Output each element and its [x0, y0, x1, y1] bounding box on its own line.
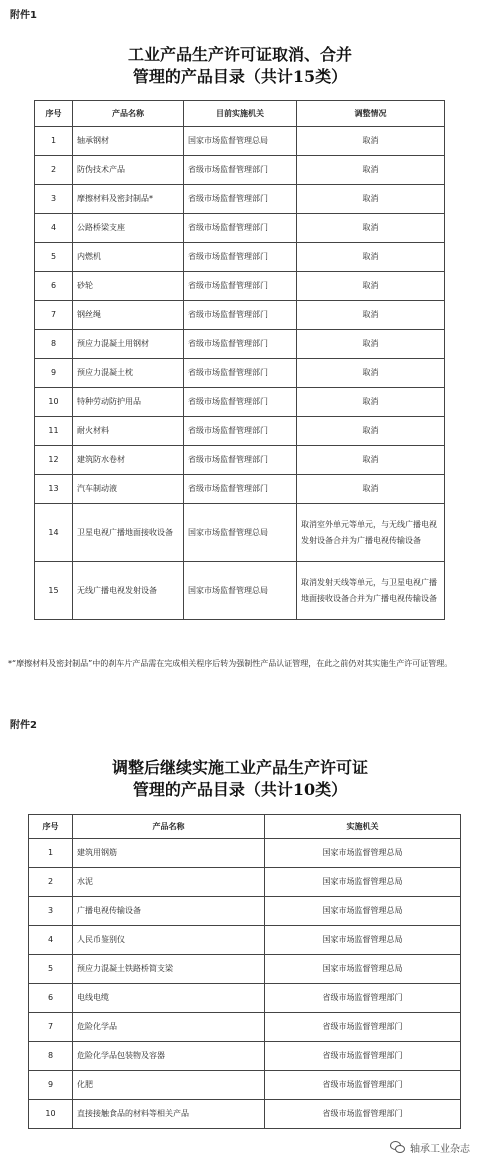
cell-adjustment: 取消: [297, 214, 445, 243]
cell-adjustment: 取消: [297, 359, 445, 388]
cell-product: 摩擦材料及密封制品*: [73, 185, 184, 214]
cell-index: 8: [35, 330, 73, 359]
cell-product: 钢丝绳: [73, 301, 184, 330]
cell-product: 轴承钢材: [73, 127, 184, 156]
cell-adjustment: 取消: [297, 243, 445, 272]
cell-index: 4: [29, 926, 73, 955]
cell-product: 公路桥梁支座: [73, 214, 184, 243]
cell-authority: 省级市场监督管理部门: [184, 243, 297, 272]
cell-index: 10: [29, 1100, 73, 1129]
col-header-adjustment: 调整情况: [297, 101, 445, 127]
table-row: [35, 475, 445, 504]
table-row: [35, 301, 445, 330]
table-row: [29, 897, 461, 926]
table-row: [35, 417, 445, 446]
cell-product: 人民币鉴别仪: [73, 926, 265, 955]
cell-product: 预应力混凝土枕: [73, 359, 184, 388]
table-row: [29, 868, 461, 897]
cell-authority: 省级市场监督管理部门: [184, 417, 297, 446]
attachment-1-title-line-1: 工业产品生产许可证取消、合并: [127, 45, 352, 64]
table-row: [29, 984, 461, 1013]
cell-adjustment: 取消发射天线等单元，与卫星电视广播地面接收设备合并为广播电视传输设备: [297, 562, 445, 620]
cell-authority: 省级市场监督管理部门: [184, 446, 297, 475]
attachment-2-title: [0, 757, 480, 801]
table-row: [35, 185, 445, 214]
cell-index: 4: [35, 214, 73, 243]
cell-authority: 省级市场监督管理部门: [265, 1071, 461, 1100]
cell-adjustment: 取消: [297, 272, 445, 301]
cell-product: 内燃机: [73, 243, 184, 272]
cell-adjustment: 取消: [297, 127, 445, 156]
cell-authority: 省级市场监督管理部门: [265, 984, 461, 1013]
watermark-text: 轴承工业杂志: [410, 1144, 470, 1155]
cell-index: 3: [29, 897, 73, 926]
cell-authority: 国家市场监督管理总局: [184, 127, 297, 156]
cell-adjustment: 取消: [297, 388, 445, 417]
cell-product: 防伪技术产品: [73, 156, 184, 185]
col-header-index: 序号: [35, 101, 73, 127]
cell-index: 3: [35, 185, 73, 214]
cell-authority: 省级市场监督管理部门: [184, 388, 297, 417]
cell-product: 特种劳动防护用品: [73, 388, 184, 417]
table-row: [29, 839, 461, 868]
cell-index: 11: [35, 417, 73, 446]
cell-product: 汽车制动液: [73, 475, 184, 504]
cell-index: 5: [29, 955, 73, 984]
cell-authority: 省级市场监督管理部门: [184, 272, 297, 301]
cell-product: 水泥: [73, 868, 265, 897]
cell-index: 7: [29, 1013, 73, 1042]
cell-index: 13: [35, 475, 73, 504]
cell-index: 8: [29, 1042, 73, 1071]
attachment-2-table: [28, 814, 461, 1129]
table-row: [29, 1100, 461, 1129]
attachment-2-title-line-1: 调整后继续实施工业产品生产许可证: [111, 758, 368, 777]
cell-authority: 省级市场监督管理部门: [184, 214, 297, 243]
col-header-product: 产品名称: [73, 101, 184, 127]
col-header-authority: 实施机关: [265, 815, 461, 839]
cell-authority: 省级市场监督管理部门: [184, 156, 297, 185]
cell-index: 1: [29, 839, 73, 868]
col-header-index: 序号: [29, 815, 73, 839]
cell-index: 7: [35, 301, 73, 330]
cell-authority: 国家市场监督管理总局: [265, 955, 461, 984]
table-row: [29, 1013, 461, 1042]
cell-index: 9: [35, 359, 73, 388]
cell-adjustment: 取消: [297, 156, 445, 185]
cell-product: 卫星电视广播地面接收设备: [73, 504, 184, 562]
cell-authority: 省级市场监督管理部门: [265, 1013, 461, 1042]
cell-index: 5: [35, 243, 73, 272]
cell-adjustment: 取消: [297, 446, 445, 475]
cell-authority: 省级市场监督管理部门: [265, 1100, 461, 1129]
table-header-row: [35, 101, 445, 127]
table-row: [35, 156, 445, 185]
cell-index: 6: [29, 984, 73, 1013]
cell-product: 建筑防水卷材: [73, 446, 184, 475]
attachment-1-title: [0, 44, 480, 88]
cell-product: 建筑用钢筋: [73, 839, 265, 868]
attachment-2-title-line-2: 管理的产品目录（共计10类）: [132, 780, 348, 799]
footnote: *“摩擦材料及密封制品”中的刹车片产品需在完成相关程序后转为强制性产品认证管理，在此之前仍对其实施生产许可证管理。: [8, 659, 453, 668]
attachment-2-label: 附件2: [10, 720, 37, 731]
cell-product: 化肥: [73, 1071, 265, 1100]
attachment-1-title-line-2: 管理的产品目录（共计15类）: [132, 67, 348, 86]
table-row: [35, 272, 445, 301]
table-row: [29, 1042, 461, 1071]
cell-product: 危险化学品: [73, 1013, 265, 1042]
cell-adjustment: 取消: [297, 475, 445, 504]
cell-authority: 省级市场监督管理部门: [184, 301, 297, 330]
attachment-1-label: 附件1: [10, 10, 37, 21]
cell-authority: 国家市场监督管理总局: [265, 868, 461, 897]
cell-product: 危险化学品包装物及容器: [73, 1042, 265, 1071]
table-row: [35, 214, 445, 243]
cell-index: 15: [35, 562, 73, 620]
table-row: [29, 926, 461, 955]
cell-adjustment: 取消室外单元等单元，与无线广播电视发射设备合并为广播电视传输设备: [297, 504, 445, 562]
col-header-authority: 目前实施机关: [184, 101, 297, 127]
table-row: [35, 359, 445, 388]
cell-product: 电线电缆: [73, 984, 265, 1013]
table-row: [35, 446, 445, 475]
cell-product: 直接接触食品的材料等相关产品: [73, 1100, 265, 1129]
cell-index: 9: [29, 1071, 73, 1100]
cell-product: 预应力混凝土铁路桥简支梁: [73, 955, 265, 984]
watermark: [390, 1140, 470, 1155]
cell-product: 无线广播电视发射设备: [73, 562, 184, 620]
table-row: [35, 562, 445, 620]
cell-index: 2: [35, 156, 73, 185]
cell-authority: 国家市场监督管理总局: [265, 897, 461, 926]
table-row: [35, 330, 445, 359]
table-row: [29, 955, 461, 984]
cell-authority: 国家市场监督管理总局: [184, 562, 297, 620]
table-row: [29, 1071, 461, 1100]
wechat-icon: [390, 1141, 406, 1154]
cell-adjustment: 取消: [297, 417, 445, 446]
table-row: [35, 243, 445, 272]
table-row: [35, 388, 445, 417]
cell-authority: 国家市场监督管理总局: [265, 839, 461, 868]
cell-authority: 省级市场监督管理部门: [184, 185, 297, 214]
cell-authority: 省级市场监督管理部门: [184, 475, 297, 504]
cell-product: 砂轮: [73, 272, 184, 301]
cell-product: 广播电视传输设备: [73, 897, 265, 926]
cell-adjustment: 取消: [297, 330, 445, 359]
attachment-1-table: [34, 100, 445, 620]
cell-authority: 省级市场监督管理部门: [184, 359, 297, 388]
cell-index: 6: [35, 272, 73, 301]
cell-authority: 国家市场监督管理总局: [265, 926, 461, 955]
cell-product: 耐火材料: [73, 417, 184, 446]
table-row: [35, 127, 445, 156]
cell-index: 1: [35, 127, 73, 156]
cell-index: 2: [29, 868, 73, 897]
cell-product: 预应力混凝土用钢材: [73, 330, 184, 359]
cell-adjustment: 取消: [297, 301, 445, 330]
cell-adjustment: 取消: [297, 185, 445, 214]
col-header-product: 产品名称: [73, 815, 265, 839]
table-header-row: [29, 815, 461, 839]
cell-authority: 省级市场监督管理部门: [265, 1042, 461, 1071]
table-row: [35, 504, 445, 562]
cell-index: 14: [35, 504, 73, 562]
cell-index: 12: [35, 446, 73, 475]
cell-authority: 国家市场监督管理总局: [184, 504, 297, 562]
cell-index: 10: [35, 388, 73, 417]
cell-authority: 省级市场监督管理部门: [184, 330, 297, 359]
